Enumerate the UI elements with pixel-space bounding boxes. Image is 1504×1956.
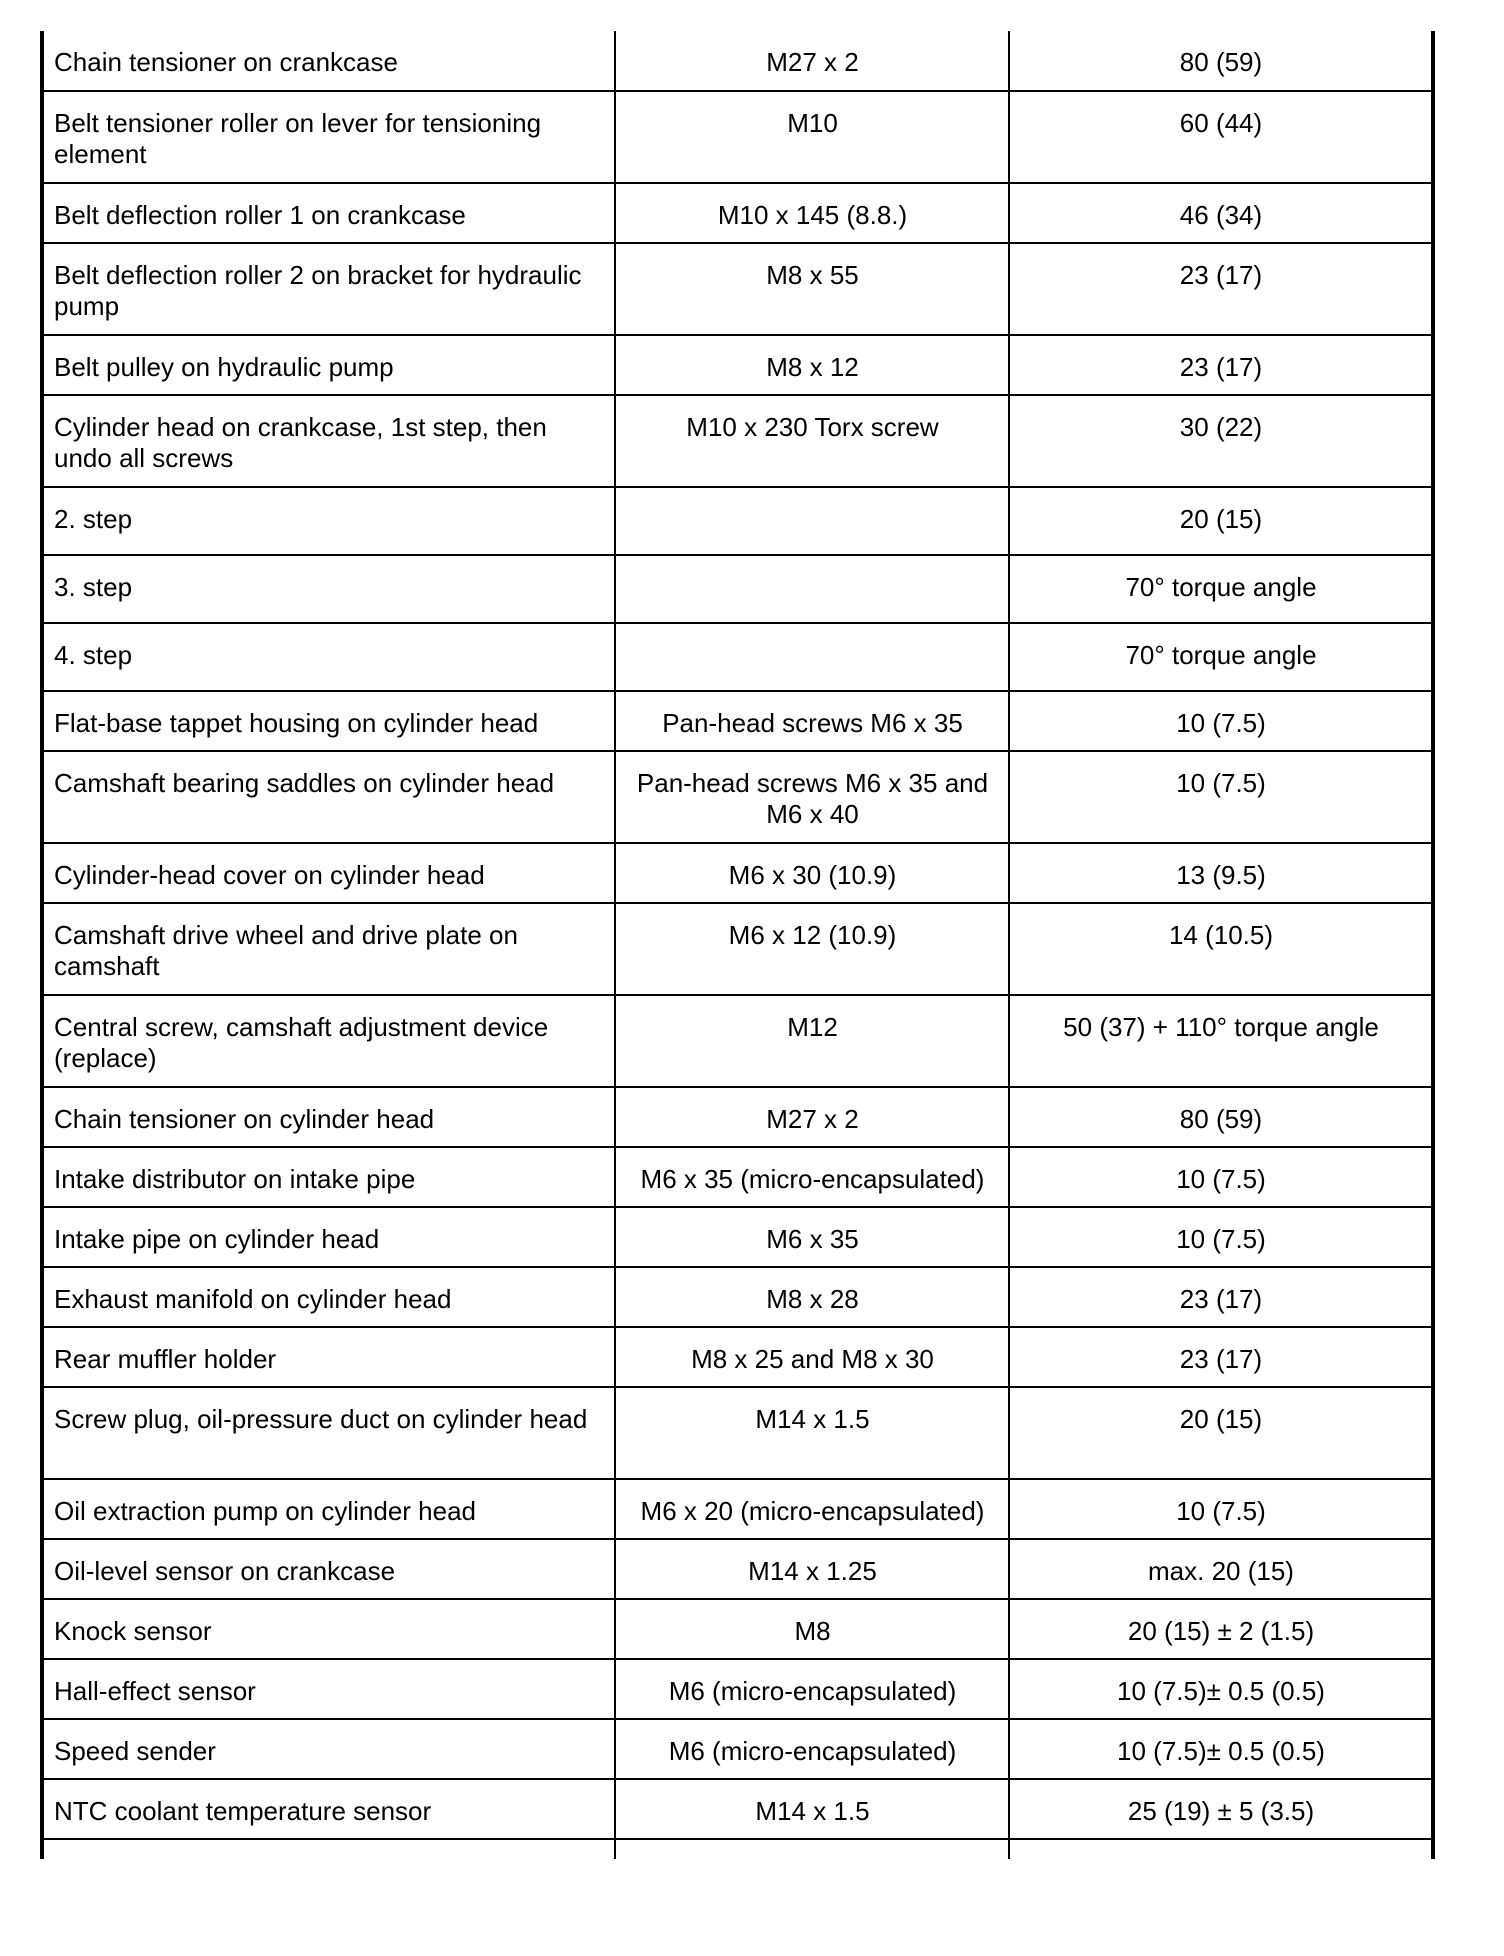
thread-cell: M8 x 12 — [615, 335, 1009, 395]
component-cell: Hall-effect sensor — [42, 1659, 615, 1719]
thread-cell: M14 x 1.5 — [615, 1779, 1009, 1839]
component-cell: 2. step — [42, 487, 615, 555]
component-cell: Speed sender — [42, 1719, 615, 1779]
torque-cell: 70° torque angle — [1009, 555, 1433, 623]
table-row — [42, 1267, 1433, 1327]
thread-cell: M6 (micro-encapsulated) — [615, 1659, 1009, 1719]
torque-cell: 10 (7.5) — [1009, 1479, 1433, 1539]
torque-cell: 10 (7.5)± 0.5 (0.5) — [1009, 1719, 1433, 1779]
torque-cell: 80 (59) — [1009, 31, 1433, 91]
component-cell: Belt tensioner roller on lever for tensioning element — [42, 91, 615, 183]
continuation-cell — [42, 1839, 615, 1859]
component-cell: 3. step — [42, 555, 615, 623]
table-row — [42, 395, 1433, 487]
component-cell: Intake pipe on cylinder head — [42, 1207, 615, 1267]
thread-cell: M6 x 12 (10.9) — [615, 903, 1009, 995]
torque-cell: 23 (17) — [1009, 1327, 1433, 1387]
tightening-torque-table — [40, 31, 1435, 1859]
table-row — [42, 751, 1433, 843]
component-cell: Cylinder head on crankcase, 1st step, then undo all screws — [42, 395, 615, 487]
torque-cell: 13 (9.5) — [1009, 843, 1433, 903]
thread-cell: M12 — [615, 995, 1009, 1087]
continuation-cell — [615, 1839, 1009, 1859]
component-cell: Belt pulley on hydraulic pump — [42, 335, 615, 395]
component-cell: Rear muffler holder — [42, 1327, 615, 1387]
thread-cell: M10 x 145 (8.8.) — [615, 183, 1009, 243]
torque-cell: 14 (10.5) — [1009, 903, 1433, 995]
thread-cell: M27 x 2 — [615, 1087, 1009, 1147]
continuation-cell — [1009, 1839, 1433, 1859]
table-row — [42, 1327, 1433, 1387]
table-row — [42, 487, 1433, 555]
component-cell: 4. step — [42, 623, 615, 691]
table-row — [42, 31, 1433, 91]
thread-cell: M14 x 1.25 — [615, 1539, 1009, 1599]
table-continuation-row — [42, 1839, 1433, 1859]
component-cell: Oil-level sensor on crankcase — [42, 1539, 615, 1599]
thread-cell: M6 x 35 — [615, 1207, 1009, 1267]
component-cell: Cylinder-head cover on cylinder head — [42, 843, 615, 903]
torque-cell: 20 (15) — [1009, 1387, 1433, 1479]
table-row — [42, 183, 1433, 243]
table-row — [42, 1387, 1433, 1479]
thread-cell — [615, 487, 1009, 555]
thread-cell — [615, 555, 1009, 623]
thread-cell: M6 x 30 (10.9) — [615, 843, 1009, 903]
table-row — [42, 1659, 1433, 1719]
thread-cell: M8 x 25 and M8 x 30 — [615, 1327, 1009, 1387]
table-row — [42, 843, 1433, 903]
component-cell: Chain tensioner on crankcase — [42, 31, 615, 91]
component-cell: Intake distributor on intake pipe — [42, 1147, 615, 1207]
thread-cell — [615, 623, 1009, 691]
thread-cell: M8 — [615, 1599, 1009, 1659]
table-row — [42, 1539, 1433, 1599]
table-row — [42, 555, 1433, 623]
torque-cell: 60 (44) — [1009, 91, 1433, 183]
torque-cell: 50 (37) + 110° torque angle — [1009, 995, 1433, 1087]
table-row — [42, 243, 1433, 335]
torque-cell: 25 (19) ± 5 (3.5) — [1009, 1779, 1433, 1839]
table-row — [42, 691, 1433, 751]
table-row — [42, 1147, 1433, 1207]
component-cell: Camshaft drive wheel and drive plate on camshaft — [42, 903, 615, 995]
component-cell: Belt deflection roller 1 on crankcase — [42, 183, 615, 243]
component-cell: Belt deflection roller 2 on bracket for hydraulic pump — [42, 243, 615, 335]
thread-cell: M27 x 2 — [615, 31, 1009, 91]
thread-cell: M8 x 55 — [615, 243, 1009, 335]
table-row — [42, 1087, 1433, 1147]
component-cell: NTC coolant temperature sensor — [42, 1779, 615, 1839]
torque-cell: 10 (7.5) — [1009, 751, 1433, 843]
torque-cell: 23 (17) — [1009, 335, 1433, 395]
table-row — [42, 1719, 1433, 1779]
component-cell: Knock sensor — [42, 1599, 615, 1659]
torque-cell: 20 (15) — [1009, 487, 1433, 555]
torque-cell: 10 (7.5) — [1009, 691, 1433, 751]
torque-cell: 70° torque angle — [1009, 623, 1433, 691]
thread-cell: M6 x 20 (micro-encapsulated) — [615, 1479, 1009, 1539]
torque-cell: 30 (22) — [1009, 395, 1433, 487]
thread-cell: M10 x 230 Torx screw — [615, 395, 1009, 487]
thread-cell: Pan-head screws M6 x 35 and M6 x 40 — [615, 751, 1009, 843]
thread-cell: Pan-head screws M6 x 35 — [615, 691, 1009, 751]
table-row — [42, 623, 1433, 691]
table-row — [42, 995, 1433, 1087]
torque-cell: 10 (7.5)± 0.5 (0.5) — [1009, 1659, 1433, 1719]
torque-cell: 23 (17) — [1009, 1267, 1433, 1327]
table-row — [42, 1207, 1433, 1267]
table-row — [42, 91, 1433, 183]
thread-cell: M14 x 1.5 — [615, 1387, 1009, 1479]
thread-cell: M8 x 28 — [615, 1267, 1009, 1327]
component-cell: Chain tensioner on cylinder head — [42, 1087, 615, 1147]
torque-cell: 23 (17) — [1009, 243, 1433, 335]
thread-cell: M6 (micro-encapsulated) — [615, 1719, 1009, 1779]
torque-cell: 10 (7.5) — [1009, 1207, 1433, 1267]
table-row — [42, 1779, 1433, 1839]
component-cell: Exhaust manifold on cylinder head — [42, 1267, 615, 1327]
component-cell: Flat-base tappet housing on cylinder head — [42, 691, 615, 751]
thread-cell: M10 — [615, 91, 1009, 183]
torque-cell: 80 (59) — [1009, 1087, 1433, 1147]
torque-cell: 20 (15) ± 2 (1.5) — [1009, 1599, 1433, 1659]
component-cell: Screw plug, oil-pressure duct on cylinder head — [42, 1387, 615, 1479]
thread-cell: M6 x 35 (micro-encapsulated) — [615, 1147, 1009, 1207]
table-row — [42, 1479, 1433, 1539]
table-row — [42, 1599, 1433, 1659]
table-row — [42, 335, 1433, 395]
component-cell: Oil extraction pump on cylinder head — [42, 1479, 615, 1539]
table-row — [42, 903, 1433, 995]
torque-cell: 46 (34) — [1009, 183, 1433, 243]
torque-cell: max. 20 (15) — [1009, 1539, 1433, 1599]
component-cell: Camshaft bearing saddles on cylinder head — [42, 751, 615, 843]
component-cell: Central screw, camshaft adjustment device (replace) — [42, 995, 615, 1087]
torque-cell: 10 (7.5) — [1009, 1147, 1433, 1207]
